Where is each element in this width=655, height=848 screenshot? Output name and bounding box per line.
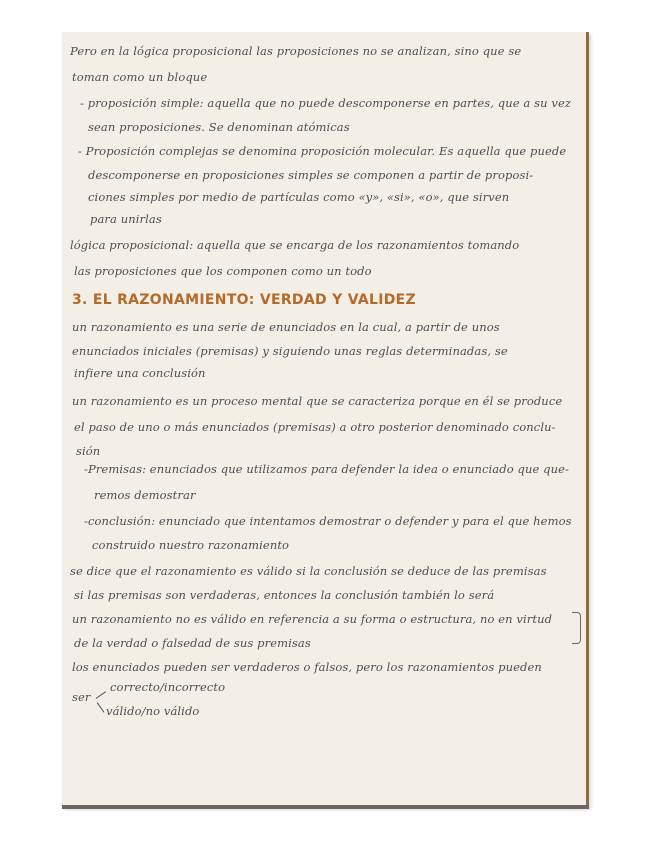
valido-line-2: si las premisas son verdaderas, entonces la conclusión también lo será xyxy=(74,588,495,602)
bullet-compleja-line-2: descomponerse en proposiciones simples se componen a partir de proposi- xyxy=(88,168,534,182)
forma-line-1: un razonamiento no es válido en referencia a su forma o estructura, no en virtud xyxy=(72,612,553,626)
definition-1-line-2: enunciados iniciales (premisas) y siguiendo unas reglas determinadas, se xyxy=(72,344,508,358)
valido-line-1: se dice que el razonamiento es válido si la conclusión se deduce de las premisas xyxy=(70,564,547,578)
definition-2-line-2: el paso de uno o más enunciados (premisas) a otro posterior denominado conclu- xyxy=(74,420,556,434)
premisas-line-2: remos demostrar xyxy=(94,488,196,502)
margin-bracket xyxy=(572,612,581,644)
bullet-compleja-line-1: - Proposición complejas se denomina proposición molecular. Es aquella que puede xyxy=(78,144,567,158)
bullet-simple-line-2: sean proposiciones. Se denominan atómicas xyxy=(88,120,350,134)
premisas-line-1: -Premisas: enunciados que utilizamos para defender la idea o enunciado que que- xyxy=(84,462,569,476)
bullet-simple-line-1: - proposición simple: aquella que no puede descomponerse en partes, que a su vez xyxy=(80,96,572,110)
bullet-compleja-line-4: para unirlas xyxy=(90,212,162,226)
intro-line-2: toman como un bloque xyxy=(72,70,208,84)
intro-line-1: Pero en la lógica proposicional las proposiciones no se analizan, sino que se xyxy=(70,44,522,58)
logica-line-1: lógica proposicional: aquella que se encarga de los razonamientos tomando xyxy=(70,238,520,252)
option-valido: válido/no válido xyxy=(106,704,200,718)
ser-label: ser xyxy=(72,690,91,704)
forma-line-2: de la verdad o falsedad de sus premisas xyxy=(74,636,311,650)
definition-1-line-1: un razonamiento es una serie de enunciados en la cual, a partir de unos xyxy=(72,320,500,334)
definition-1-line-3: infiere una conclusión xyxy=(74,366,206,380)
definition-2-line-3: sión xyxy=(76,444,101,458)
section-heading: 3. EL RAZONAMIENTO: VERDAD Y VALIDEZ xyxy=(72,292,416,308)
page-edge-right xyxy=(586,32,589,808)
logica-line-2: las proposiciones que los componen como un todo xyxy=(74,264,372,278)
page-edge-bottom xyxy=(62,805,589,809)
conclusion-line-2: construido nuestro razonamiento xyxy=(92,538,290,552)
bullet-compleja-line-3: ciones simples por medio de partículas como «y», «si», «o», que sirven xyxy=(88,190,510,204)
definition-2-line-1: un razonamiento es un proceso mental que se caracteriza porque en él se produce xyxy=(72,394,563,408)
enunciados-line-1: los enunciados pueden ser verdaderos o falsos, pero los razonamientos pueden xyxy=(72,660,542,674)
conclusion-line-1: -conclusión: enunciado que intentamos demostrar o defender y para el que hemos xyxy=(84,514,572,528)
option-correcto: correcto/incorrecto xyxy=(110,680,226,694)
